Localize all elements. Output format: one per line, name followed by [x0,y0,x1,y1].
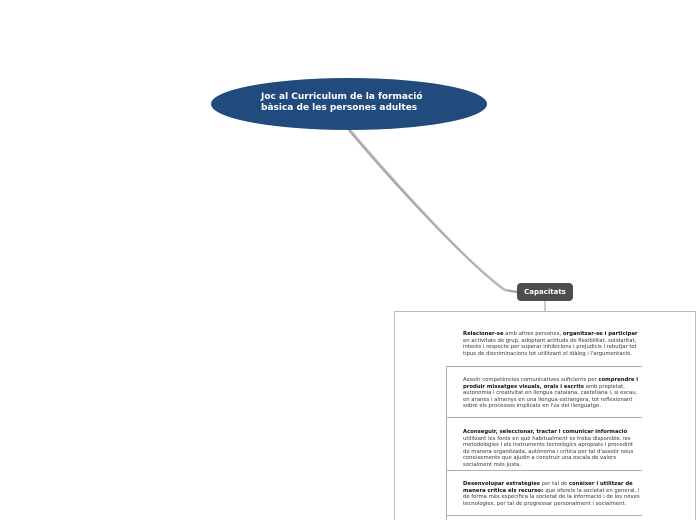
item-2-text-a: Assolir competències comunicatives suficients per [463,377,599,383]
subtopic-item-3[interactable] [463,429,641,469]
item-2-bold-a: comprendre i produir missatges visuals, orals i escrits [463,377,639,390]
item-4-bold-b: conèixer i utilitzar de manera crítica els recurso [463,481,633,494]
item-3-bold-a: Aconseguir, seleccionar, tractar i comunicar informació [463,429,628,435]
subtopic-separator-1 [446,366,642,367]
item-4-text-c: s que ofereix la societat en general, i de forma més específica la societat de la informació i de les noves tecnologies, per tal de progressar personalment i socialment. [463,487,640,507]
capacitats-label: Capacitats [524,288,566,296]
capacitats-topic-node[interactable] [517,283,573,301]
root-to-capacitats-connector-thin [351,130,507,291]
central-topic-line1: Joc al Curriculum de la formació [261,92,423,102]
subtopic-item-1[interactable] [463,331,641,357]
central-topic-line2: bàsica de les persones adultes [261,103,418,113]
root-to-capacitats-connector [349,130,517,292]
subtopic-separator-3 [446,470,642,471]
item-1-text-b: amb altres persones, [503,331,563,337]
item-2-text-b: amb propietat, autonomia i creativitat en llengua catalana, castellana i, si escau, en aranès i almenys en una llengua estrangera, tot reflexionant sobre els processos implicats en l'ús del llenguatge. [463,383,638,410]
subtopic-separator-4 [446,515,642,516]
item-1-bold-b: organitzar-se i participar [562,331,638,337]
item-3-text-b: utilitzant les fonts en què habitualment es troba disponible, les metodologies i els instruments tecnològics apropiats i procedint de manera organitzada, autònoma i crítica per tal d'assolir nous coneixements que ajudin a construir una escala de valors socialment més justa. [463,435,634,468]
subtopics-tree-line [446,366,447,520]
subtopic-item-2[interactable] [463,377,641,410]
item-1-bold-a: Relacionar-se [463,331,504,337]
item-4-text-b: per tal de [539,481,569,487]
subtopic-item-4[interactable] [463,481,641,507]
item-4-bold-a: Desenvolupar estratègies [463,481,540,487]
subtopic-separator-2 [446,417,642,418]
item-1-text-c: en activitats de grup, adoptant actituds de flexibilitat, solidaritat, interès i respecte per superar inhibicions i prejudicis i rebutjar tot tipus de discriminacions tot utilitzant el diàleg i l'argumentació. [463,337,637,357]
central-topic-node[interactable] [211,78,487,130]
